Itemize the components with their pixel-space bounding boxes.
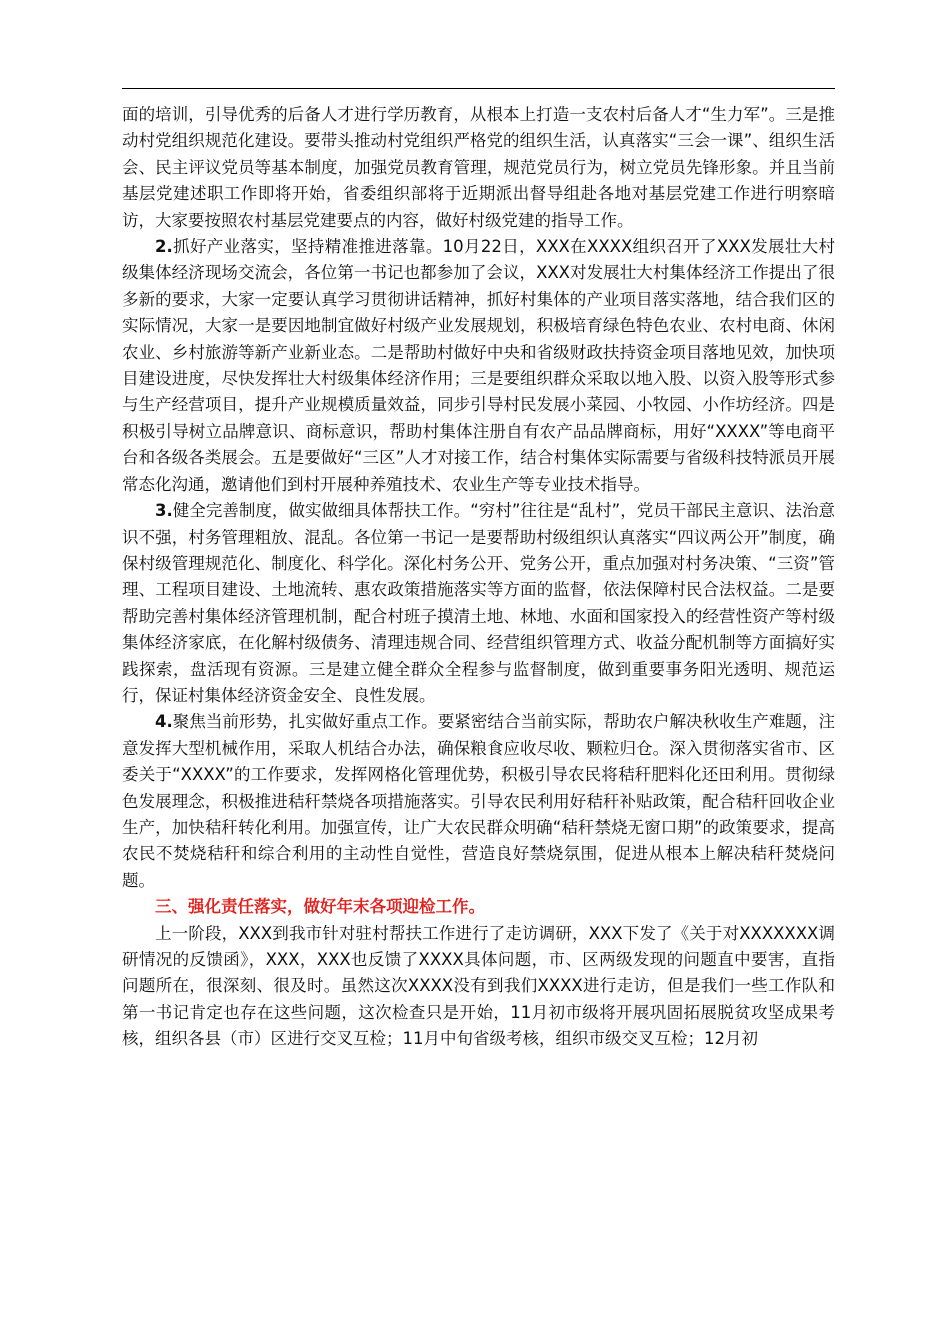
paragraph-continuation: 面的培训，引导优秀的后备人才进行学历教育，从根本上打造一支农村后备人才“生力军”。三是推动村党组织规范化建设。要带头推动村党组织严格党的组织生活，认真落实“三会一课”、组织生活会、民主评议党员等基本制度，加强党员教育管理，规范党员行为，树立党员先锋形象。并且当前基层党建述职工作即将开始，省委组织部将于近期派出督导组赴各地对基层党建工作进行明察暗访，大家要按照农村基层党建要点的内容，做好村级党建的指导工作。 bbox=[122, 105, 835, 230]
section-heading-3: 三、强化责任落实，做好年末各项迎检工作。 bbox=[155, 897, 485, 917]
paragraph-point-2 bbox=[122, 234, 835, 498]
paragraph-body: 上一阶段，XXX到我市针对驻村帮扶工作进行了走访调研，XXX下发了《关于对XXXXXXX调研情况的反馈函》，XXX，XXX也反馈了XXXX具体问题，市、区两级发现的问题直中要害，直指问题所在，很深刻、很及时。虽然这次XXXX没有到我们XXXX进行走访，但是我们一些工作队和第一书记肯定也存在这些问题，这次检查只是开始，11月初市级将开展巩固拓展脱贫攻坚成果考核，组织各县（市）区进行交叉互检；11月中旬省级考核，组织市级交叉互检；12月初 bbox=[122, 923, 835, 1049]
point-number: 4. bbox=[155, 712, 173, 732]
point-text: 聚焦当前形势，扎实做好重点工作。要紧密结合当前实际，帮助农户解决秋收生产难题，注意发挥大型机械作用，采取人机结合办法，确保粮食应收尽收、颗粒归仓。深入贯彻落实省市、区委关于“XXXX”的工作要求，发挥网格化管理优势，积极引导农民将秸秆肥料化还田利用。贯彻绿色发展理念，积极推进秸秆禁烧各项措施落实。引导农民利用好秸秆补贴政策，配合秸秆回收企业生产，加快秸秆转化利用。加强宣传，让广大农民群众明确“秸秆禁烧无窗口期”的政策要求，提高农民不焚烧秸秆和综合利用的主动性自觉性，营造良好禁烧氛围，促进从根本上解决秸秆焚烧问题。 bbox=[122, 712, 835, 890]
point-text: 健全完善制度，做实做细具体帮扶工作。“穷村”往往是“乱村”，党员干部民主意识、法治意识不强，村务管理粗放、混乱。各位第一书记一是要帮助村级组织认真落实“四议两公开”制度，确保村级管理规范化、制度化、科学化。深化村务公开、党务公开，重点加强对村务决策、“三资”管理、工程项目建设、土地流转、惠农政策措施落实等方面的监督，依法保障村民合法权益。二是要帮助完善村集体经济管理机制，配合村班子摸清土地、林地、水面和国家投入的经营性资产等村级集体经济家底，在化解村级债务、清理违规合同、经营组织管理方式、收益分配机制等方面搞好实践探索，盘活现有资源。三是建立健全群众全程参与监督制度，做到重要事务阳光透明、规范运行，保证村集体经济资金安全、良性发展。 bbox=[122, 501, 835, 705]
document-body bbox=[122, 102, 835, 1053]
point-number: 2. bbox=[155, 237, 173, 257]
point-number: 3. bbox=[155, 501, 173, 521]
header-rule bbox=[122, 88, 835, 89]
paragraph-point-4 bbox=[122, 709, 835, 894]
paragraph-point-3 bbox=[122, 498, 835, 709]
point-text: 抓好产业落实，坚持精准推进落靠。10月22日，XXX在XXXX组织召开了XXX发展壮大村级集体经济现场交流会，各位第一书记也都参加了会议，XXX对发展壮大村集体经济工作提出了很多新的要求，大家一定要认真学习贯彻讲话精神，抓好村集体的产业项目落实落地，结合我们区的实际情况，大家一是要因地制宜做好村级产业发展规划，积极培育绿色特色农业、农村电商、休闲农业、乡村旅游等新产业新业态。二是帮助村做好中央和省级财政扶持资金项目落地见效，加快项目建设进度，尽快发挥壮大村级集体经济作用；三是要组织群众采取以地入股、以资入股等形式参与生产经营项目，提升产业规模质量效益，同步引导村民发展小菜园、小牧园、小作坊经济。四是积极引导树立品牌意识、商标意识，帮助村集体注册自有农产品品牌商标，用好“XXXX”等电商平台和各级各类展会。五是要做好“三区”人才对接工作，结合村集体实际需要与省级科技特派员开展常态化沟通，邀请他们到村开展种养殖技术、农业生产等专业技术指导。 bbox=[122, 237, 835, 494]
